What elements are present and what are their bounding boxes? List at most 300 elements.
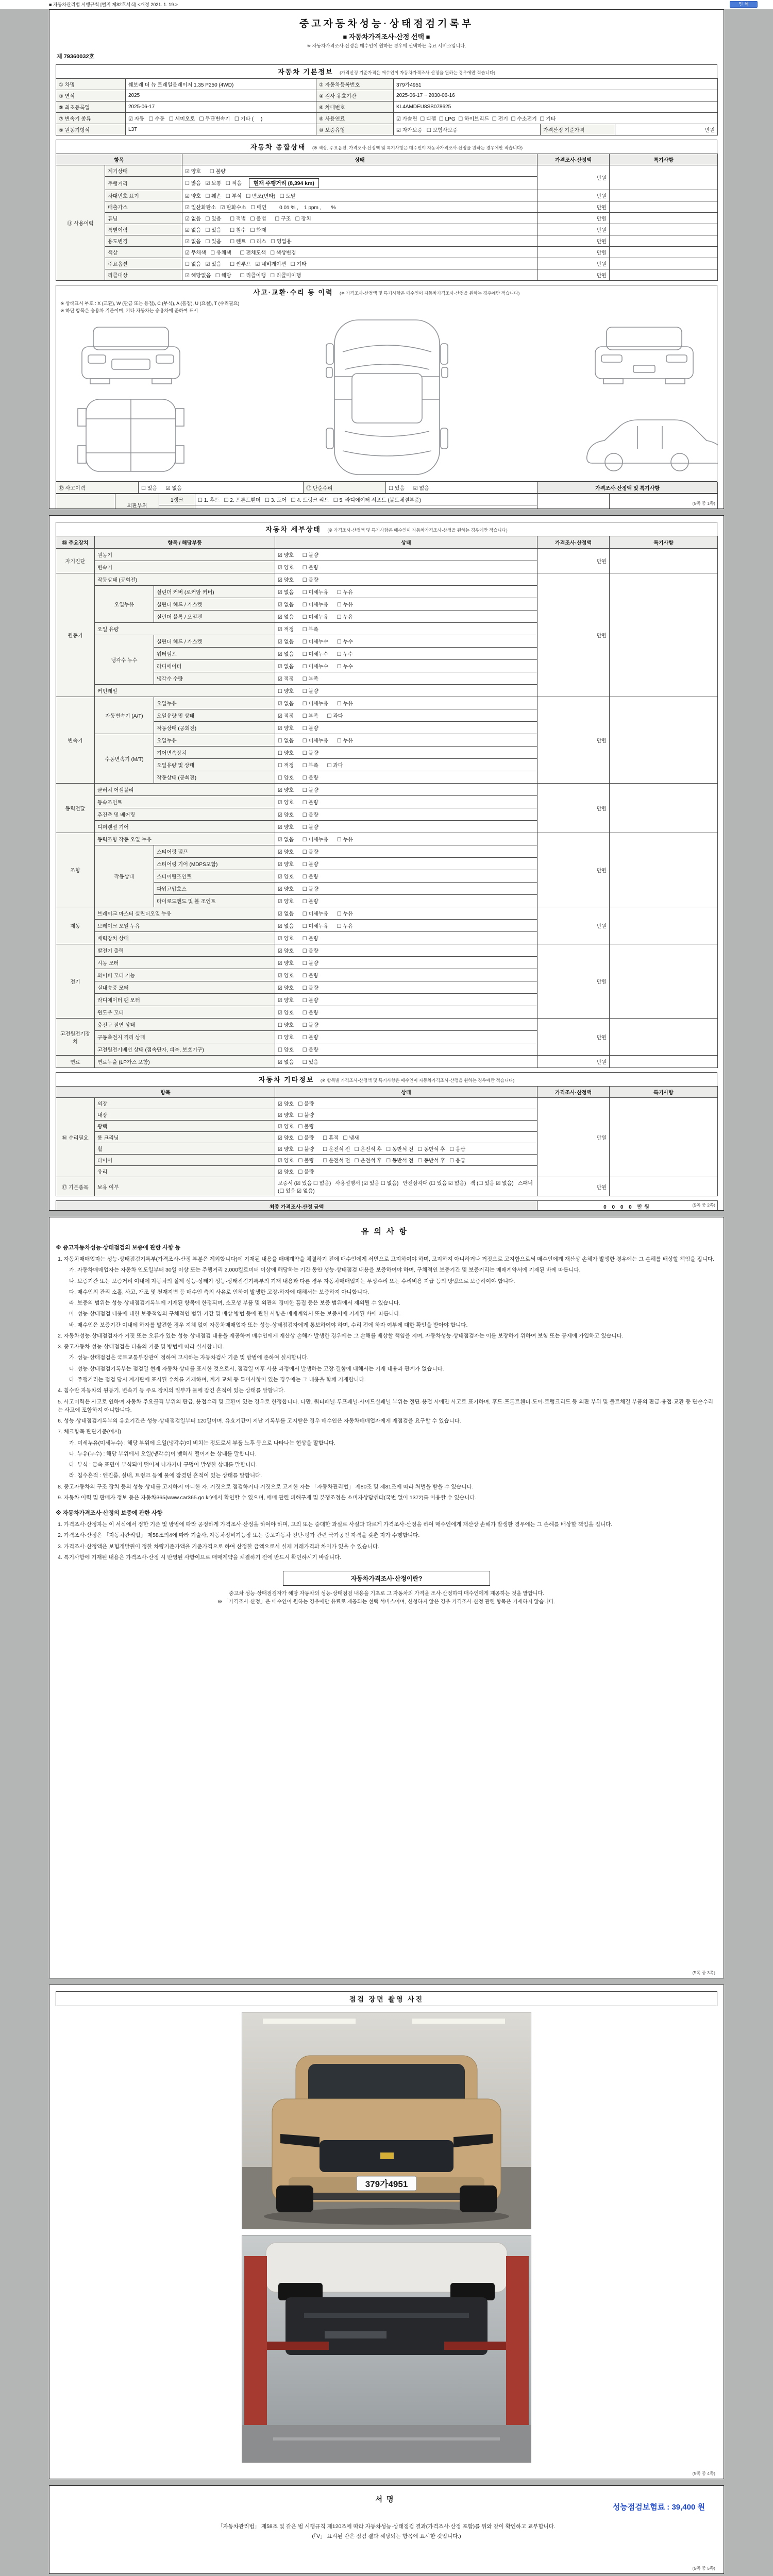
price-cell: 만원 [537,165,610,190]
device-group-label: 전기 [56,944,95,1019]
etc-item-label: 외장 [95,1098,275,1109]
wheel-left [276,2185,313,2212]
detail-item-label: 실내송풍 모터 [95,981,275,994]
checkbox-group[interactable]: ☑ 없음 ☐ 있음 ☐ 렌트 ☐ 리스 ☐ 영업용 [185,239,292,245]
car-top-view [326,320,448,474]
detail-item-label: 라디에이터 팬 모터 [95,994,275,1006]
checkbox-group[interactable]: ☑ 양호 ☐ 불량 [275,722,537,734]
checkbox-group[interactable]: ☑ 양호 ☐ 불량 [275,870,537,883]
notice-line: 가. 성능·상태점검은 국토교통부장관이 정하여 고시하는 자동차검사 기준 및 방법에 준하여 실시합니다. [69,1354,309,1361]
price-cell: 만원 [537,1098,610,1177]
price-cell: 만원 [537,213,610,224]
column-header-item: 항목 / 해당부품 [95,536,275,549]
notice-line: 라. 침수흔적 : 엔진룸, 실내, 트렁크 등에 물에 잠겼던 흔적이 있는 상태를 말합니다. [69,1472,262,1479]
device-group-label: 자기진단 [56,549,95,573]
overall-header-row [56,154,718,165]
bumper-lip [305,2193,468,2200]
detail-item-label: 충전구 절연 상태 [95,1019,275,1031]
overall-state-cell[interactable] [182,224,537,235]
column-header-state: 상태 [275,536,537,549]
checkbox-group[interactable]: ☑ 없음 ☐ 미세누수 ☐ 누수 [275,635,537,648]
device-subgroup-label: 냉각수 누수 [95,635,154,685]
detail-item-label: 동력조향 작동 오일 누유 [95,833,275,845]
detail-condition-table [56,536,718,1068]
detail-row [56,784,718,796]
overall-state-cell[interactable] [182,247,537,258]
detail-row [56,907,718,920]
overall-item-label: 리콜대상 [105,269,182,281]
device-group-label: 조향 [56,833,95,907]
overall-row [56,165,718,177]
overall-item-label: 색상 [105,247,182,258]
notice-line: 4. 특기사항에 기재된 내용은 가격조사·산정 시 반영된 사항이므로 매매계약을 체결하기 전에 반드시 확인하시기 바랍니다. [58,1554,342,1561]
checkbox-group[interactable]: ☑ 없음 ☐ 미세누수 ☐ 누수 [275,660,537,672]
column-header-device: ⑮ 주요장치 [56,536,95,549]
top-bar [0,0,773,9]
base-price-label: 가격산정 기준가격 [541,124,615,135]
warranty-type-label: ⑩ 보증유형 [316,124,394,135]
notice-line: 바. 매수인은 보증기간 이내에 하자를 발견한 경우 지체 없이 자동차매매업자 또는 성능·상태점검자에게 통보하여야 하며, 수리 전에 하자 여부에 대한 확인을 받아야 합니다. [69,1321,468,1328]
detail-item-label: 고전원전기배선 상태 (접속단자, 피복, 보호기구) [95,1043,275,1056]
price-cell: 만원 [537,833,610,907]
checkbox-group[interactable]: ☑ 적정 ☐ 부족 ☐ 과다 [275,709,537,722]
checkbox-group[interactable]: ☑ 없음 ☐ 미세누유 ☐ 누유 [275,598,537,611]
checkbox-group[interactable]: ☑ 해당없음 ☐ 해당 ☐ 리콜이행 ☐ 리콜미이행 [185,273,301,279]
notice-line: 라. 보증의 범위는 성능·상태점검기록부에 기재된 항목에 한정되며, 소모성 부품 및 외관의 경미한 흠집 등은 보증 범위에서 제외될 수 있습니다. [69,1300,400,1307]
year-label: ③ 연식 [56,90,126,101]
ceiling-light [263,2019,356,2024]
overall-row [56,269,718,281]
checkbox-group[interactable]: ☑ 양호 ☐ 불량 [275,994,537,1006]
panel-checkboxes[interactable]: ☐ 1. 후드 ☐ 2. 프론트휀더 ☐ 3. 도어 ☐ 4. 트렁크 리드 ☐ 5. 라디에이터 서포트 (볼트체결부품) [195,494,537,505]
detail-row [56,944,718,957]
rank-row [56,494,718,505]
price-cell: 만원 [537,201,610,213]
exchange-panel-table [56,494,718,509]
etc-item-label: 휠 [95,1143,275,1155]
note-cell [610,213,718,224]
section-title-basic [56,64,717,78]
etc-group-label: ⑰ 기본품목 [56,1177,95,1196]
vin-label: ⑥ 차대번호 [316,101,394,113]
page-marker: (5쪽 중 5쪽) [692,2566,715,2571]
checkbox-group[interactable]: ☑ 양호 ☐ 불량 [275,883,537,895]
lift-arm-right [444,2342,506,2350]
detail-item-label: 디퍼렌셜 기어 [95,821,275,833]
first-registration-label: ⑤ 최초등록일 [56,101,126,113]
device-group-label: 변속기 [56,697,95,784]
checkbox-group[interactable]: ☑ 양호 ☐ 불량 [275,1006,537,1019]
note-cell [610,944,718,1019]
checkbox-group[interactable]: ☑ 양호 ☐ 불량 [275,549,537,561]
checkbox-group[interactable]: ☑ 양호 ☐ 불량 [275,821,537,833]
column-header-note: 특기사항 [610,536,718,549]
column-header-item: 항목 [56,1087,275,1098]
notice-line: 3. 중고자동차 성능·상태점검은 다음의 기준 및 방법에 따라 실시합니다. [58,1344,224,1350]
mileage-badge: 현재 주행거리 (8,394 km) [249,178,319,188]
detail-item-label: 스티어링조인트 [154,870,275,883]
fee-value: 39,400 원 [671,2503,705,2512]
checkbox-group[interactable]: ☑ 양호 ☐ 불량 [275,784,537,796]
note-cell [610,1177,718,1196]
price-cell: 만원 [537,697,610,784]
detail-item-label: 발전기 출력 [95,944,275,957]
detail-item-label: 구동축전지 격리 상태 [95,1031,275,1043]
overall-row [56,213,718,224]
checkbox-group[interactable]: ☑ 없음 ☐ 미세누유 ☐ 누유 [275,611,537,623]
price-cell: 만원 [537,944,610,1019]
car-diagram-svg [56,316,718,479]
checkbox-group[interactable]: ☐ 양호 ☐ 불량 [275,747,537,759]
checkbox-group[interactable]: ☑ 양호 ☐ 불량 [275,1098,537,1109]
checkbox-group[interactable]: ☑ 양호 ☐ 불량 [275,957,537,969]
transmission-checkboxes[interactable]: ☑ 자동 ☐ 수동 ☐ 세미오토 ☐ 무단변속기 ☐ 기타 ( ) [126,113,316,124]
overall-row [56,258,718,269]
checkbox-group[interactable]: ☑ 양호 ☐ 불량 [275,1121,537,1132]
overall-row [56,235,718,247]
page-3 [49,1217,724,1978]
signature-line-1: 「자동차관리법」 제58조 및 같은 법 시행규칙 제120조에 따라 자동차성능·상태점검 결과(가격조사·산정 포함)를 위와 같이 확인하고 교부합니다. [217,2523,556,2530]
photo-section-title: 점검 장면 촬영 사진 [56,1991,717,2006]
section-overall-condition [56,140,717,281]
detail-item-label: 작동상태 (공회전) [154,722,275,734]
checkbox-group[interactable]: ☑ 양호 ☐ 불량 [275,944,537,957]
checkbox-group[interactable]: ☑ 양호 ☐ 불량 [275,969,537,981]
checkbox-group[interactable]: ☐ 많음 ☑ 보통 ☐ 적음 [185,181,242,187]
device-group-label: 고전원전기장치 [56,1019,95,1056]
overall-state-cell[interactable] [182,190,537,201]
note-cell [610,549,718,573]
accident-history-label: ⑫ 사고이력 [56,482,139,494]
device-subgroup-label: 오일누유 [95,586,154,623]
detail-item-label: 시동 모터 [95,957,275,969]
note-cell [610,573,718,697]
price-appraisal-definition-note: ※ 「가격조사·산정」은 매수인이 원하는 경우에만 유료로 제공되는 선택 서비스이며, 신청하지 않은 경우 가격조사·산정 관련 항목은 기재하지 않습니다. [217,1599,556,1605]
notice-line: 다. 부식 : 금속 표면이 부식되어 떨어져 나가거나 구멍이 발생한 상태를 말합니다. [69,1462,258,1468]
note-cell [610,1098,718,1177]
checkbox-group[interactable]: ☑ 양호 ☐ 불량 [275,932,537,944]
notice-line: 다. 주행거리는 점검 당시 계기판에 표시된 수치를 기재하며, 계기 교체 등 특이사항이 있는 경우에는 그 내용을 함께 기재합니다. [69,1376,366,1383]
checkbox-group[interactable]: ☑ 양호 ☐ 불량 ☐ 운전석 전 ☐ 운전석 후 ☐ 동반석 전 ☐ 동반석 후 ☐ 응급 [275,1143,537,1155]
simple-repair-checkboxes[interactable]: ☐ 있음 ☑ 없음 [386,482,537,494]
checkbox-group[interactable]: ☑ 무채색 ☐ 유채색 ☐ 전체도색 ☐ 색상변경 [185,250,296,256]
price-cell: 만원 [537,1019,610,1056]
car-name-value: 쉐보레 더 뉴 트레일블레이저 1.35 P250 (4WD) [126,79,316,90]
note-cell [610,269,718,281]
vin-value: KL4AMDEU8SB078625 [394,101,718,113]
etc-header-row [56,1087,718,1098]
detail-item-label: 작동상태 (공회전) [95,573,275,586]
checkbox-group[interactable]: ☑ 없음 ☐ 미세누유 ☐ 누유 [275,833,537,845]
panel-checkboxes[interactable] [195,505,537,510]
section-note-text: (※ 가격조사·산정액 및 특기사항은 매수인이 자동차가격조사·산정을 원하는 경우에만 적습니다) [327,528,508,533]
checkbox-group[interactable]: ☑ 없음 ☐ 미세누유 ☐ 누유 [275,586,537,598]
final-price-label: 최종 가격조사·산정 금액 [56,1201,537,1211]
detail-item-label: 오일유량 및 상태 [154,709,275,722]
page-1 [49,9,724,509]
section-detail-condition [56,522,717,1068]
section-title-text: 자동차 종합상태 [250,143,306,151]
base-price-value: 만원 [615,124,718,135]
checkbox-group[interactable]: ☑ 양호 ☐ 불량 [275,981,537,994]
detail-item-label: 냉각수 수량 [154,672,275,685]
detail-item-label: 타이로드엔드 및 볼 조인트 [154,895,275,907]
checkbox-group[interactable]: ☑ 양호 ☐ 불량 [275,845,537,858]
overall-item-label: 주요옵션 [105,258,182,269]
overall-state-cell[interactable] [182,258,537,269]
note-cell [610,224,718,235]
signature-line-2: (「V」 표시된 란은 점검 결과 해당되는 항목에 표시한 것입니다.) [312,2533,461,2539]
detail-item-label: 파워고압호스 [154,883,275,895]
page-marker: (5쪽 중 3쪽) [692,1970,715,1975]
overall-item-label: 특별이력 [105,224,182,235]
note-cell [610,201,718,213]
checkbox-group[interactable]: ☑ 없음 ☐ 있음 [275,1056,537,1068]
detail-item-label: 오일유량 및 상태 [154,759,275,771]
rank-label [159,505,195,510]
note-cell [610,833,718,907]
checkbox-group[interactable]: ☑ 양호 ☐ 불량 [275,1109,537,1121]
etc-item-label: 광택 [95,1121,275,1132]
note-cell [610,907,718,944]
column-header-item: 항목 [56,154,182,165]
basic-row [56,101,718,113]
car-damage-diagram [56,316,717,482]
column-header-note: 특기사항 [610,154,718,165]
overall-item-label: 계기상태 [105,165,182,177]
overall-item-label: 차대번호 표기 [105,190,182,201]
column-header-price: 가격조사·산정액 [537,536,610,549]
year-value: 2025 [126,90,316,101]
detail-row [56,549,718,561]
print-button[interactable]: 인 쇄 [730,1,758,8]
section-title-overall [56,140,717,154]
lift-post-left [244,2256,267,2439]
detail-item-label: 실린더 헤드 / 가스켓 [154,635,275,648]
detail-item-label: 배력장치 상태 [95,932,275,944]
section-title-detail [56,522,717,536]
notice-line: ※ 중고자동차성능·상태점검의 보증에 관한 사항 등 [56,1245,181,1251]
basic-row [56,124,718,135]
price-appraisal-definition-box: 자동차가격조사·산정이란? [283,1571,490,1586]
notice-line: 마. 성능·상태점검 내용에 대한 보증책임의 구체적인 범위·기간 및 배상 방법 등에 관한 사항은 매매계약서 또는 보증서에 기재된 바에 따릅니다. [69,1311,401,1317]
overall-state-cell[interactable] [182,235,537,247]
section-etc-info [56,1072,717,1196]
detail-item-label: 윈도우 모터 [95,1006,275,1019]
section-title-text: 자동차 기본정보 [278,68,333,76]
overall-item-label: 주행거리 [105,177,182,190]
price-cell: 만원 [537,573,610,697]
checkbox-group[interactable]: ☑ 양호 ☐ 불량 [275,1166,537,1177]
overall-state-cell[interactable] [182,213,537,224]
page-5 [49,2485,724,2574]
checkbox-group[interactable]: ☑ 양호 ☐ 불량 ☐ 운전석 전 ☐ 운전석 후 ☐ 동반석 전 ☐ 동반석 후 ☐ 응급 [275,1155,537,1166]
detail-item-label: 변속기 [95,561,275,573]
checkbox-group[interactable]: ☐ 양호 ☐ 불량 [275,1019,537,1031]
lift-post-right [506,2256,529,2439]
detail-item-label: 스티어링 기어 (MDPS포함) [154,858,275,870]
device-subgroup-label: 자동변속기 (A/T) [95,697,154,734]
price-cell [537,494,610,510]
overall-item-label: 튜닝 [105,213,182,224]
device-subgroup-label: 수동변속기 (M/T) [95,734,154,784]
car-front-view [82,327,180,384]
detail-item-label: 추진축 및 베어링 [95,808,275,821]
checkbox-group[interactable]: ☑ 없음 ☐ 미세누유 ☐ 누유 [275,920,537,932]
checkbox-group[interactable]: ☑ 양호 ☐ 불량 [185,169,226,175]
column-header-note: 특기사항 [610,1087,718,1098]
device-group-label: 동력전달 [56,784,95,833]
notice-line: ※ 자동차가격조사·산정의 보증에 관한 사항 [56,1510,163,1517]
detail-row [56,1019,718,1031]
overall-row [56,247,718,258]
detail-row [56,573,718,586]
form-reference: ■ 자동차관리법 시행규칙 [별지 제82호서식] <개정 2021. 1. 19.> [49,2,178,7]
section-title-etc [56,1072,717,1086]
lift-arm-left [267,2342,329,2350]
checkbox-group[interactable]: ☑ 일산화탄소 ☑ 탄화수소 ☐ 매연 0.01 % , 1 ppm , % [185,205,336,211]
etc-item-label: 유리 [95,1166,275,1177]
fuel-checkboxes[interactable]: ☑ 가솔린 ☐ 디젤 ☐ LPG ☐ 하이브리드 ☐ 전기 ☐ 수소전기 ☐ 기타 [394,113,718,124]
checkbox-group[interactable]: 보증서 (☑ 있음 ☐ 없음) 사용설명서 (☑ 있음 ☐ 없음) 안전삼각대 (☐ 있음 ☑ 없음) 잭 (☐ 있음 ☑ 없음) 스패너 (☐ 있음 ☑ 없음) [275,1177,537,1196]
checkbox-group[interactable]: ☑ 양호 ☐ 불량 [275,561,537,573]
accident-history-checkboxes[interactable]: ☐ 있음 ☑ 없음 [139,482,304,494]
detail-item-label: 스티어링 펌프 [154,845,275,858]
price-cell: 만원 [537,235,610,247]
etc-item-label: 타이어 [95,1155,275,1166]
checkbox-group[interactable]: ☑ 양호 ☐ 불량 [275,858,537,870]
accident-price-header: 가격조사·산정액 및 특기사항 [537,482,718,494]
price-cell: 만원 [537,549,610,573]
section-title-text: 사고·교환·수리 등 이력 [253,289,333,296]
overall-state-cell[interactable] [182,165,537,177]
checkbox-group[interactable]: ☑ 적정 ☐ 부족 [275,672,537,685]
section-note-text: (※ 항목별 가격조사·산정액 및 특기사항은 매수인이 자동차가격조사·산정을 원하는 경우에만 적습니다) [320,1078,515,1083]
underbody-panel [325,2331,386,2338]
price-cell: 만원 [537,258,610,269]
checkbox-group[interactable]: ☑ 양호 ☐ 불량 ☐ 흔적 ☐ 냄새 [275,1132,537,1143]
wheel-right [460,2185,497,2212]
section-title-text: 자동차 세부상태 [265,526,321,533]
fuel-label: ⑧ 사용연료 [316,113,394,124]
final-price-value: 0 0 0 0 만원 [537,1201,718,1211]
checkbox-group[interactable]: ☑ 양호 ☐ 불량 [275,808,537,821]
detail-item-label: 커먼레일 [95,685,275,697]
section-note-text: (※ 가격조사·산정액 및 특기사항은 매수인이 자동차가격조사·산정을 원하는 경우에만 적습니다) [340,291,520,296]
overall-item-label: 배출가스 [105,201,182,213]
document-header [56,16,717,60]
car-name-label: ① 차명 [56,79,126,90]
note-cell [610,165,718,190]
notice-line: 다. 매수인의 관리 소홀, 사고, 개조 및 천재지변 등 매수인 측의 사유로 인하여 발생한 고장·하자에 대해서는 보증하지 아니합니다. [69,1289,369,1295]
panel-category-label: 외판부위 [115,494,159,510]
detail-item-label: 클러치 어셈블리 [95,784,275,796]
price-cell: 만원 [537,907,610,944]
detail-item-label: 와이퍼 모터 기능 [95,969,275,981]
checkbox-group[interactable]: ☐ 없음 ☐ 미세누유 ☐ 누유 [275,734,537,747]
detail-item-label: 등속조인트 [95,796,275,808]
basic-row [56,113,718,124]
device-subgroup-label: 작동상태 [95,845,154,907]
checkbox-group[interactable]: ☐ 양호 ☐ 불량 [275,1031,537,1043]
page-2 [49,515,724,1211]
inspection-insurance-fee [613,2501,705,2512]
notice-line: 8. 중고자동차의 구조·장치 등의 성능·상태를 고지하지 아니한 자, 거짓으로 점검하거나 거짓으로 고지한 자는 「자동차관리법」 제80조 및 제81조에 따라 처벌을 받을 수 있습니다. [58,1483,474,1490]
note-cell [610,1019,718,1056]
notice-line: 3. 가격조사·산정액은 보험개발원이 정한 차량기준가액을 기준가격으로 하여 산정한 금액으로서 실제 거래가격과 차이가 있을 수 있습니다. [58,1543,380,1550]
final-price-table [56,1200,718,1211]
engine-type-value: L3T [126,124,316,135]
overall-condition-table [56,154,718,281]
checkbox-group[interactable]: ☑ 양호 ☐ 불량 [275,573,537,586]
section-final-price [56,1200,717,1211]
checkbox-group[interactable]: ☐ 없음 ☑ 있음 ☐ 썬루프 ☑ 네비게이션 ☐ 기타 [185,262,307,267]
section-note-text: (※ 색상, 주요옵션, 가격조사·산정액 및 특기사항은 매수인이 자동차가격조사·산정을 원하는 경우에만 적습니다) [312,145,523,150]
notice-title: 유의사항 [361,1227,412,1236]
usage-history-group-label: ⑪ 사용이력 [56,165,105,281]
car-rear-view [595,327,693,384]
detail-item-label: 실린더 블록 / 오일팬 [154,611,275,623]
detail-item-label: 오일 유량 [95,623,275,635]
overall-state-cell[interactable] [182,177,537,190]
checkbox-group[interactable]: ☑ 없음 ☐ 미세누유 ☐ 누유 [275,907,537,920]
detail-item-label: 실린더 커버 (로커암 커버) [154,586,275,598]
checkbox-group[interactable]: ☑ 없음 ☐ 있음 ☐ 침수 ☐ 화재 [185,228,266,233]
checkbox-group[interactable]: ☑ 양호 ☐ 훼손 ☐ 부식 ☐ 변조(변타) ☐ 도말 [185,194,296,199]
checkbox-group[interactable]: ☑ 적정 ☐ 부족 [275,623,537,635]
checkbox-group[interactable]: ☑ 양호 ☐ 불량 [275,895,537,907]
section-accident-history [56,285,717,509]
document-title: 중고자동차성능·상태점검기록부 [299,19,474,29]
checkbox-group[interactable]: ☐ 적정 ☐ 부족 ☐ 과다 [275,759,537,771]
inspection-period-label: ④ 검사 유효기간 [316,90,394,101]
first-registration-value: 2025-06-17 [126,101,316,113]
price-cell: 만원 [537,224,610,235]
price-cell: 만원 [537,190,610,201]
checkbox-group[interactable]: ☐ 양호 ☐ 불량 [275,771,537,784]
engine-type-label: ⑨ 원동기형식 [56,124,126,135]
section-basic-info [56,64,717,135]
checkbox-group[interactable]: ☑ 없음 ☐ 미세누수 ☐ 누수 [275,648,537,660]
notice-line: 1. 가격조사·산정자는 이 서식에서 정한 기준 및 방법에 따라 공정하게 가격조사·산정을 하여야 하며, 고의 또는 중대한 과실로 사실과 다르게 가격조사·산정을 하여 매수인에게 재산상 손해가 발생한 경우에는 그 손해를 배상할 책임을 집니다. [58,1521,613,1528]
notice-line: 1. 자동차매매업자는 성능·상태점검기록부(가격조사·산정 부분은 제외합니다)에 기재된 내용을 매매계약을 체결하기 전에 매수인에게 서면으로 고지하여야 하며, 고지하지 아니하거나 거짓으로 고지함으로써 매수인에게 재산상 손해가 발생한 경우에는 그 손해를 배상할 책임을 집니다. [58,1256,714,1263]
warranty-checkboxes[interactable]: ☑ 자가보증 ☐ 보험사보증 [394,124,541,135]
checkbox-group[interactable]: ☐ 양호 ☐ 불량 [275,685,537,697]
checkbox-group[interactable]: ☑ 없음 ☐ 있음 ☐ 적법 ☐ 불법 ☐ 구조 ☐ 장치 [185,216,311,222]
transmission-label: ⑦ 변속기 종류 [56,113,126,124]
notice-line: 나. 보증기간 또는 보증거리 이내에 자동차의 실제 성능·상태가 성능·상태점검기록부의 기재 내용과 다른 경우 자동차매매업자는 무상수리 또는 수리비용 지급 등의 방법으로 보증하여야 합니다. [69,1278,515,1284]
state-code-legend [56,299,717,316]
page-marker: (5쪽 중 1쪽) [692,501,715,506]
checkbox-group[interactable]: ☑ 양호 ☐ 불량 [275,796,537,808]
page-marker: (5쪽 중 4쪽) [692,2471,715,2476]
overall-state-cell[interactable] [182,201,537,213]
basic-info-table [56,78,718,135]
etc-row [56,1098,718,1109]
note-cell [610,190,718,201]
overall-state-cell[interactable] [182,269,537,281]
column-header-price: 가격조사·산정액 [537,154,610,165]
notice-line: 9. 자동차 이력 및 판매자 정보 등은 자동차365(www.car365.go.kr)에서 확인할 수 있으며, 매매 관련 피해구제 및 분쟁조정은 소비자상담센터(국번 없이 1372)를 이용할 수 있습니다. [58,1494,477,1501]
notice-line: 4. 침수란 자동차의 원동기, 변속기 등 주요 장치의 일부가 물에 잠긴 흔적이 있는 상태를 말합니다. [58,1387,285,1394]
detail-item-label: 브레이크 오일 누유 [95,920,275,932]
checkbox-group[interactable]: ☐ 양호 ☐ 불량 [275,1043,537,1056]
checkbox-group[interactable]: ☑ 없음 ☐ 미세누유 ☐ 누유 [275,697,537,709]
reg-no-value: 379가4951 [394,79,718,90]
detail-row [56,1056,718,1068]
notice-line: 5. 사고이력은 사고로 인하여 자동차 주요골격 부위의 판금, 용접수리 및 교환이 있는 경우로 한정합니다. 다만, 쿼터패널·루프패널·사이드실패널 부위는 절단·용접 시에만 사고로 표기하며, 후드·프론트휀더·도어·트렁크리드 등 외판 부위 및 볼트체결 부품의 판금·용접·교환 등 단순수리는 사고에 포함하지 아니합니다. [58,1398,713,1413]
exhaust-line [304,2313,469,2318]
